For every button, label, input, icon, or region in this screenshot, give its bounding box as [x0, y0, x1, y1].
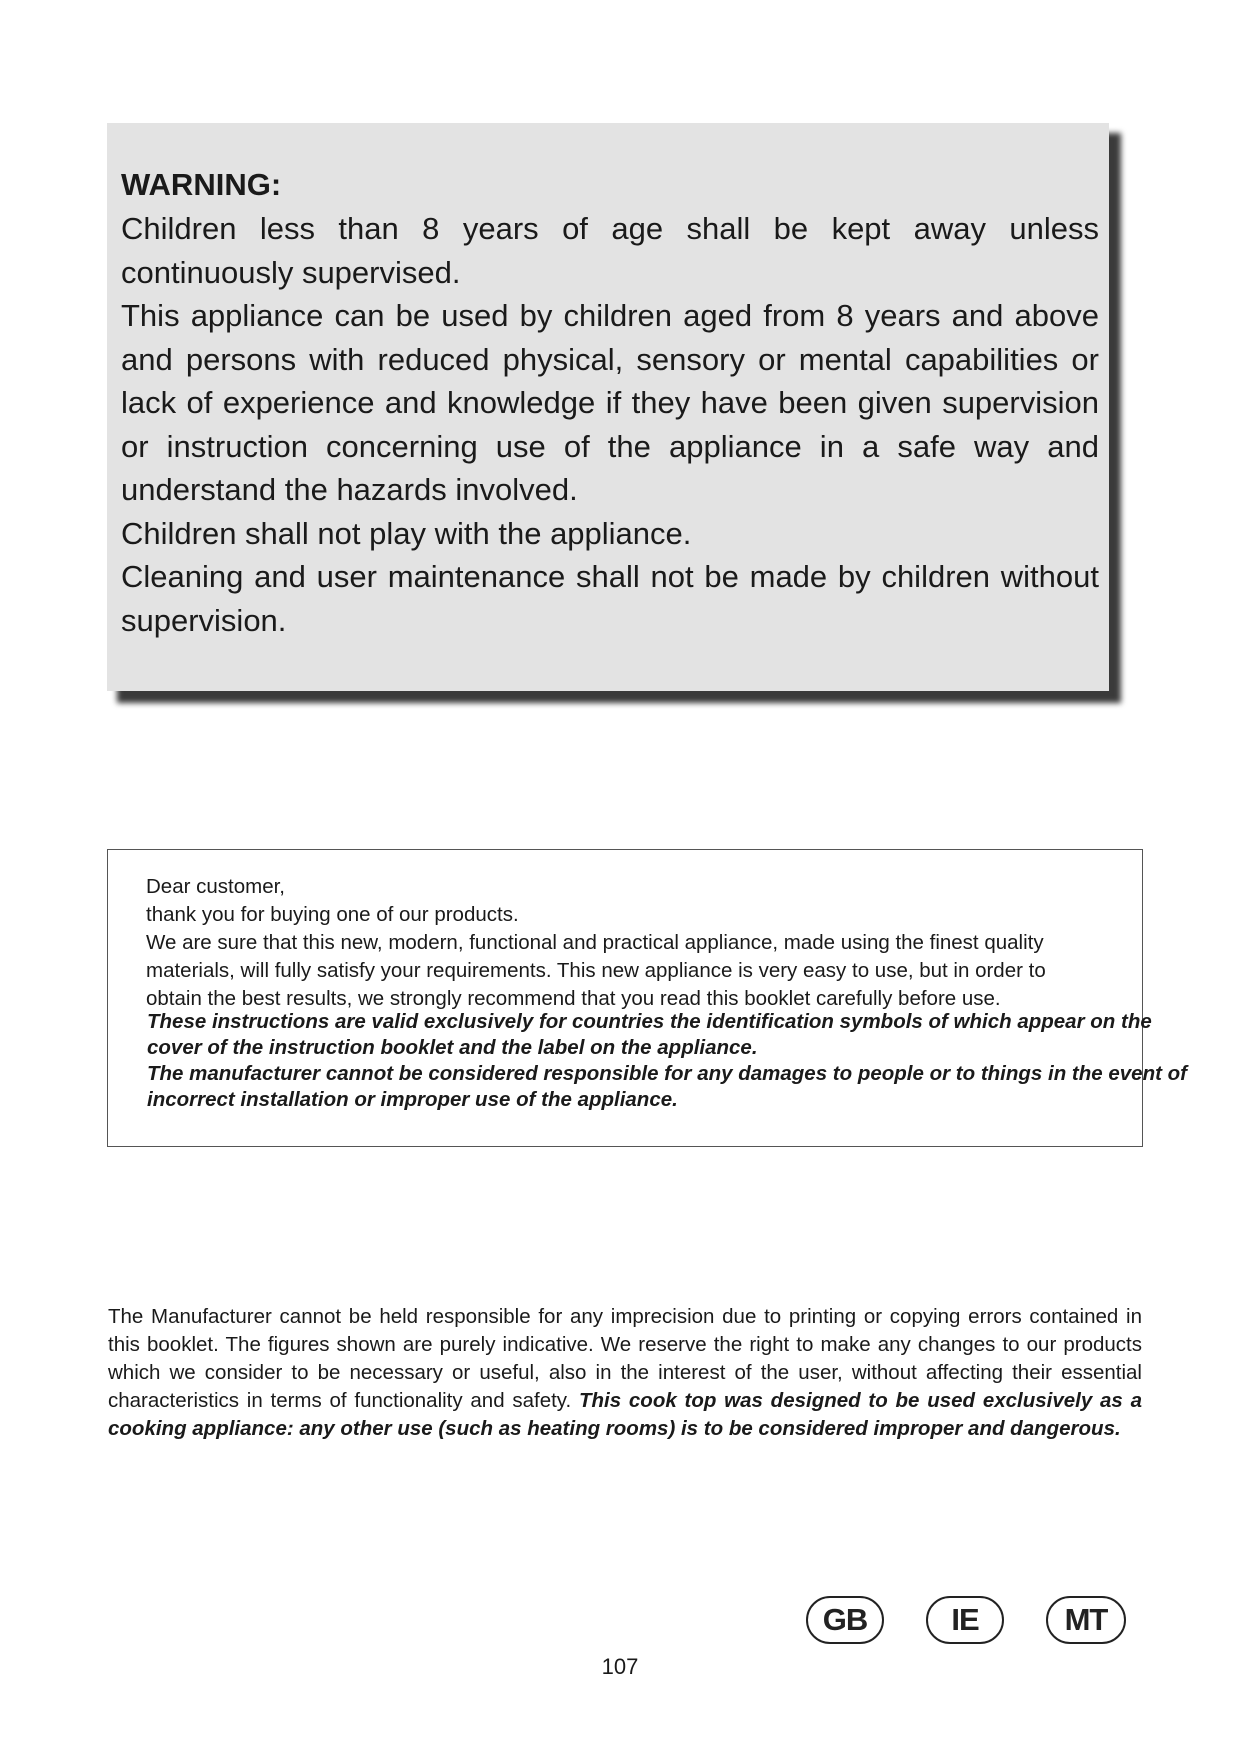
customer-letter-text — [146, 873, 1106, 1013]
country-badges — [806, 1596, 1126, 1648]
liability-notice: The manufacturer cannot be considered responsible for any damages to people or to things in the event of incorrect installation or improper use of the appliance. — [147, 1062, 1187, 1111]
page-number: 107 — [601, 1654, 639, 1679]
warning-paragraph: This appliance can be used by children aged from 8 years and above and persons with reduced physical, sensory or mental capabilities or lack of experience and knowledge if they have been given supervision or instruction concerning use of the appliance in a safe way and understand the hazards involved. — [121, 298, 1099, 507]
customer-intro: We are sure that this new, modern, functional and practical appliance, made using the finest quality materials, will fully satisfy your requirements. This new appliance is very easy to use, but in order to obtain the best results, we strongly recommend that you read this booklet carefully before use. — [146, 931, 1046, 1010]
warning-paragraph: Cleaning and user maintenance shall not be made by children without supervision. — [121, 559, 1099, 638]
disclaimer-emphasis: This cook top was designed to be used exclusively as a cooking appliance: any other use (such as heating rooms) is to be considered improper and dangerous. — [108, 1389, 1142, 1440]
warning-title: WARNING: — [121, 167, 282, 202]
validity-notice: These instructions are valid exclusively for countries the identification symbols of which appear on the cover of the instruction booklet and the label on the appliance. — [147, 1010, 1152, 1059]
manufacturer-disclaimer — [108, 1303, 1142, 1443]
warning-box — [107, 123, 1109, 691]
disclaimer-text: The Manufacturer cannot be held responsible for any imprecision due to printing or copying errors contained in this booklet. The figures shown are purely indicative. We reserve the right to make any changes to our products which we consider to be necessary or useful, also in the interest of the user, without affecting their essential characteristics in terms of functionality and safety. — [108, 1305, 1142, 1412]
country-badge-gb: GB — [806, 1596, 884, 1644]
customer-thanks: thank you for buying one of our products. — [146, 903, 519, 926]
warning-paragraph: Children less than 8 years of age shall be kept away unless continuously supervised. — [121, 211, 1099, 290]
country-badge-mt: MT — [1046, 1596, 1126, 1644]
warning-paragraph: Children shall not play with the appliance. — [121, 515, 692, 551]
customer-notice — [147, 1009, 1192, 1113]
customer-greeting: Dear customer, — [146, 875, 285, 898]
country-badge-ie: IE — [926, 1596, 1004, 1644]
